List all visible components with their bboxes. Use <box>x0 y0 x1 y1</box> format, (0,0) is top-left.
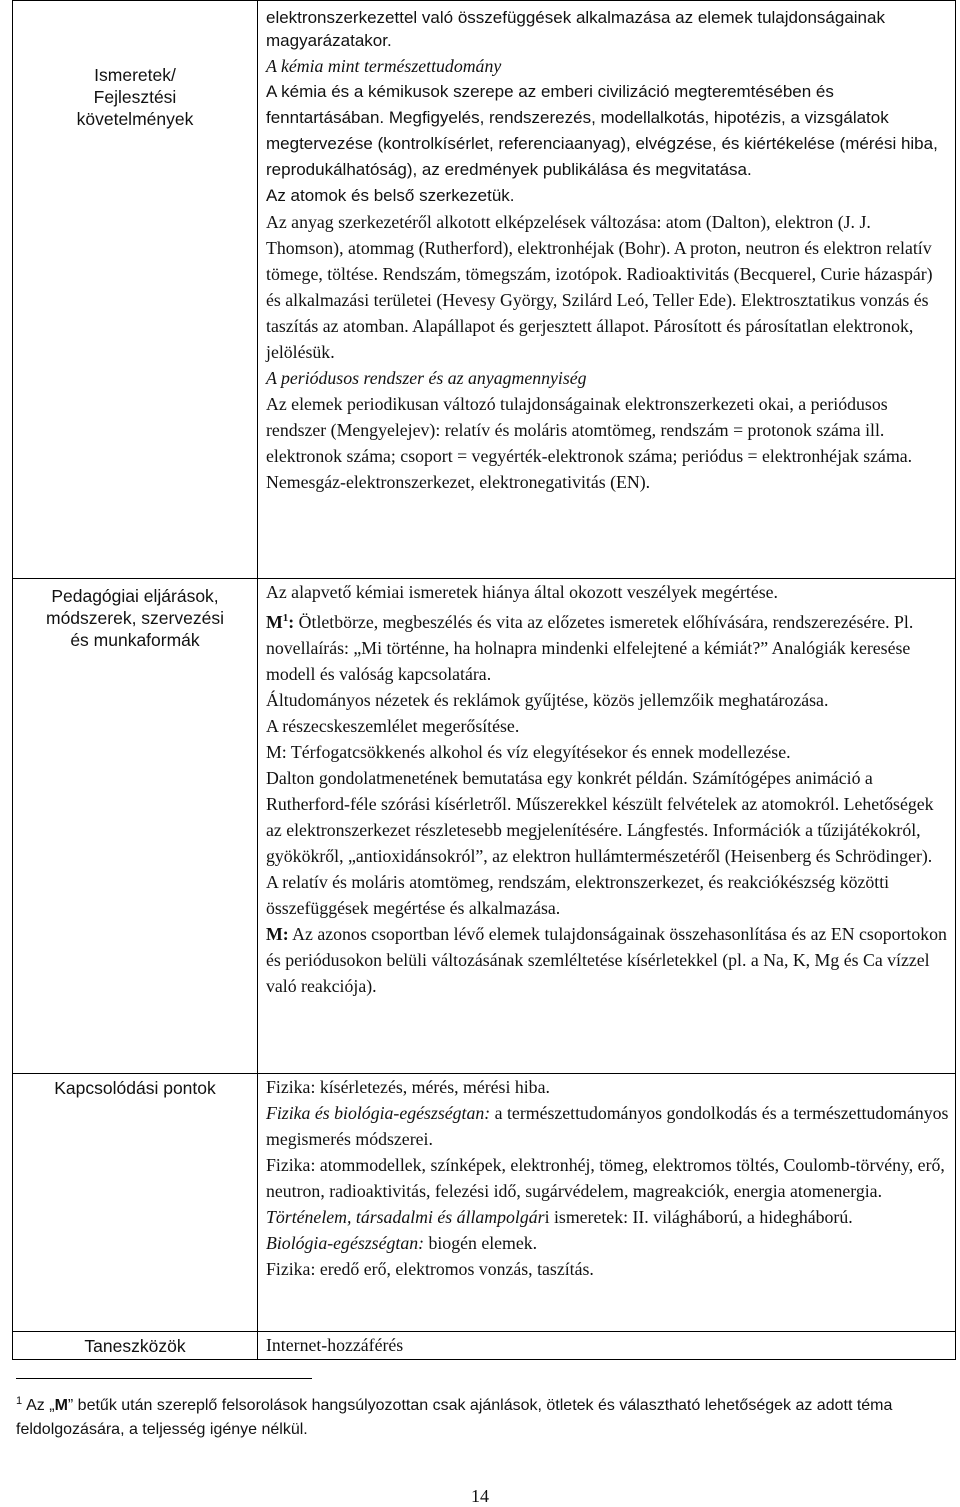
row-label: követelmények <box>76 109 194 129</box>
subject-name: Történelem, társadalmi és állampolgár <box>266 1207 545 1227</box>
content-text: a természettudományos gondolkodás és a természettudományos megismerés módszerei. <box>266 1103 949 1149</box>
footnote-text: ” betűk után szereplő felsorolások hangsúlyozottan csak ajánlások, ötletek és választható lehetőségek az adott téma feldolgozására, a teljesség igénye nélkül. <box>16 1397 893 1438</box>
method-label: M: <box>266 923 289 944</box>
content-paragraph: Az atomok és belső szerkezetük. <box>266 186 515 205</box>
table-row <box>13 1332 956 1360</box>
content-text: i ismeretek: II. világháború, a hidegháború. <box>544 1207 853 1227</box>
content-paragraph: A kémia és a kémikusok szerepe az emberi civilizáció megteremtésében és fenntartásában. Megfigyelés, rendszerezés, modellalkotás, hipotézis, a vizsgálatok megtervezése (kontrolkísérlet, referenciaanyag), elvégzése, és kiértékelése (mérési hiba, reprodukálhatóság), az eredmények publikálása és megvitatása. <box>266 82 938 179</box>
content-paragraph <box>266 1100 949 1152</box>
footnote-divider <box>16 1378 312 1379</box>
row-label: Fejlesztési <box>93 87 177 107</box>
content-text: biogén elemek. <box>424 1233 538 1253</box>
method-text: Ötletbörze, megbeszélés és vita az előzetes ismeretek előhívására, rendszerezésére. Pl. novellaírás: „Mi történne, ha holnapra mindenki elfelejtené a kémiát?” Analógiák keresése modell és valóság kapcsolatára. <box>266 611 914 684</box>
content-paragraph: Az alapvető kémiai ismeretek hiánya által okozott veszélyek megértése. <box>266 582 778 602</box>
content-paragraph: Internet-hozzáférés <box>266 1335 404 1355</box>
row-label: Kapcsolódási pontok <box>54 1078 216 1098</box>
content-paragraph: A részecskeszemlélet megerősítése. <box>266 715 520 736</box>
footnote-text-pre: Az „ <box>26 1397 55 1414</box>
row-label-cell <box>13 1332 258 1360</box>
content-paragraph: Fizika: atommodellek, színképek, elektronhéj, tömeg, elektromos töltés, Coulomb-törvény, erő, neutron, radioaktivitás, felezési idő, sugárvédelem, magreakciók, energia atomenergia. <box>266 1155 945 1201</box>
content-paragraph: Fizika: eredő erő, elektromos vonzás, taszítás. <box>266 1259 594 1279</box>
row-content-cell <box>258 1 956 579</box>
curriculum-table <box>12 0 956 1360</box>
content-paragraph: elektronszerkezettel való összefüggések alkalmazása az elemek tulajdonságainak magyarázatakor. <box>266 8 885 50</box>
row-label: Ismeretek/ <box>94 65 176 85</box>
method-label: M <box>266 611 283 632</box>
content-paragraph <box>266 1230 949 1256</box>
footnote <box>16 1389 946 1442</box>
section-heading: A periódusos rendszer és az anyagmennyiség <box>266 368 587 388</box>
content-paragraph <box>266 605 949 687</box>
row-content-cell <box>258 1074 956 1332</box>
subject-name: Biológia-egészségtan: <box>266 1233 425 1253</box>
row-label-cell <box>13 579 258 1074</box>
footnote-bold: M <box>54 1397 68 1414</box>
content-paragraph: M: Térfogatcsökkenés alkohol és víz elegyítésekor és ennek modellezése. <box>266 741 791 762</box>
row-label-cell <box>13 1 258 579</box>
content-paragraph: Fizika: kísérletezés, mérés, mérési hiba. <box>266 1077 550 1097</box>
table-row <box>13 579 956 1074</box>
section-heading: A kémia mint természettudomány <box>266 56 502 76</box>
footnote-reference[interactable]: 1 <box>282 612 289 624</box>
row-label: és munkaformák <box>70 630 200 650</box>
method-colon: : <box>288 611 295 632</box>
content-paragraph: Dalton gondolatmenetének bemutatása egy konkrét példán. Számítógépes animáció a Rutherford-féle szórási kísérletről. Műszerekkel készült felvételek az atomokról. Lehetőségek az elektronszerkezet részletesebb megjelenítésére. Lángfestés. Információk a tűzijátékokról, gyökökről, „antioxidánsokról”, az elektron hullámtermészetéről (Heisenberg és Schrödinger). <box>266 767 934 866</box>
subject-name: Fizika és biológia-egészségtan: <box>266 1103 491 1123</box>
content-paragraph: Áltudományos nézetek és reklámok gyűjtése, közös jellemzőik meghatározása. <box>266 689 829 710</box>
row-content-cell <box>258 1332 956 1360</box>
row-label: Taneszközök <box>84 1336 186 1356</box>
row-label: módszerek, szervezési <box>46 608 224 628</box>
row-label-cell <box>13 1074 258 1332</box>
row-label: Pedagógiai eljárások, <box>51 586 219 606</box>
content-paragraph: A relatív és moláris atomtömeg, rendszám, elektronszerkezet, és reakciókészség közötti összefüggések megértése és alkalmazása. <box>266 871 890 918</box>
row-content-cell <box>258 579 956 1074</box>
table-row <box>13 1074 956 1332</box>
content-paragraph <box>266 1204 949 1230</box>
content-paragraph: Az anyag szerkezetéről alkotott elképzelések változása: atom (Dalton), elektron (J. J. Thomson), atommag (Rutherford), elektronhéjak (Bohr). A proton, neutron és elektron relatív tömege, töltése. Rendszám, tömegszám, izotópok. Radioaktivitás (Becquerel, Curie házaspár) és alkalmazási területei (Hevesy György, Szilárd Leó, Teller Ede). Elektrosztatikus vonzás és taszítás az atomban. Alapállapot és gerjesztett állapot. Párosított és párosítatlan elektronok, jelölésük. <box>266 212 933 362</box>
content-paragraph <box>266 921 949 999</box>
page-number: 14 <box>471 1486 489 1506</box>
content-paragraph: Az elemek periodikusan változó tulajdonságainak elektronszerkezeti okai, a periódusos rendszer (Mengyelejev): relatív és moláris atomtömeg, rendszám = protonok száma ill. elektronok száma; csoport = vegyérték-elektronok száma; periódus = elektronhéjak száma. Nemesgáz-elektronszerkezet, elektronegativitás (EN). <box>266 394 913 492</box>
method-text: Az azonos csoportban lévő elemek tulajdonságainak összehasonlítása és az EN csoportokon és periódusokon belüli változásának szemléltetése kísérletekkel (pl. a Na, K, Mg és Ca vízzel való reakciója). <box>266 923 947 996</box>
table-row <box>13 1 956 579</box>
footnote-mark: 1 <box>16 1395 23 1407</box>
